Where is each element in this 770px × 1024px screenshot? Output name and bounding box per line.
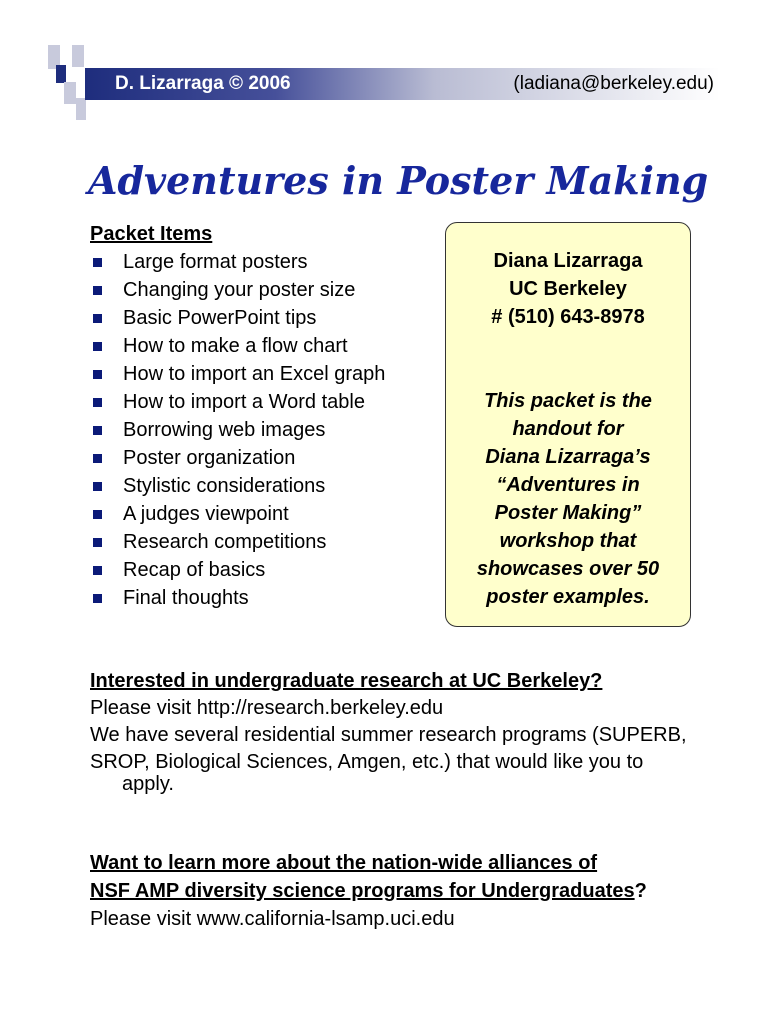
blurb-line: Poster Making” xyxy=(494,502,642,524)
research-heading: Interested in undergraduate research at UC Berkeley? xyxy=(90,670,603,692)
list-item: A judges viewpoint xyxy=(90,500,385,528)
list-item: Final thoughts xyxy=(90,584,385,612)
page-title: Adventures in Poster Making xyxy=(88,158,709,203)
list-item: How to make a flow chart xyxy=(90,332,385,360)
square-bullet-icon xyxy=(93,370,102,379)
research-section xyxy=(90,670,730,795)
list-item: Poster organization xyxy=(90,444,385,472)
square-bullet-icon xyxy=(93,286,102,295)
packet-list xyxy=(90,248,385,612)
header-email: (ladiana@berkeley.edu) xyxy=(513,73,714,94)
square-bullet-icon xyxy=(93,258,102,267)
square-bullet-icon xyxy=(93,538,102,547)
workshop-blurb xyxy=(446,387,690,611)
decor-square xyxy=(72,45,84,67)
blurb-line: Diana Lizarraga’s xyxy=(485,446,651,468)
packet-heading: Packet Items xyxy=(90,223,213,245)
square-bullet-icon xyxy=(93,510,102,519)
list-item: How to import an Excel graph xyxy=(90,360,385,388)
square-bullet-icon xyxy=(93,566,102,575)
square-bullet-icon xyxy=(93,314,102,323)
list-item: Research competitions xyxy=(90,528,385,556)
alliances-visit: Please visit www.california-lsamp.uci.edu xyxy=(90,908,455,930)
contact-block xyxy=(446,247,690,331)
square-bullet-icon xyxy=(93,398,102,407)
packet-items xyxy=(90,220,385,612)
list-item: Borrowing web images xyxy=(90,416,385,444)
blurb-line: showcases over 50 xyxy=(476,558,660,580)
square-bullet-icon xyxy=(93,454,102,463)
contact-name: Diana Lizarraga xyxy=(493,250,643,272)
blurb-line: workshop that xyxy=(499,530,637,552)
research-programs-1: We have several residential summer research programs (SUPERB, xyxy=(90,724,687,746)
square-bullet-icon xyxy=(93,594,102,603)
blurb-line: This packet is the xyxy=(484,390,652,412)
list-item: Large format posters xyxy=(90,248,385,276)
alliances-heading-1: Want to learn more about the nation-wide alliances of xyxy=(90,852,598,874)
square-bullet-icon xyxy=(93,482,102,491)
square-bullet-icon xyxy=(93,426,102,435)
decor-square xyxy=(56,65,66,83)
blurb-line: “Adventures in xyxy=(496,474,640,496)
info-box xyxy=(445,222,691,627)
list-item: Changing your poster size xyxy=(90,276,385,304)
decor-square xyxy=(64,82,76,104)
list-item: How to import a Word table xyxy=(90,388,385,416)
blurb-line: handout for xyxy=(512,418,624,440)
research-visit: Please visit http://research.berkeley.edu xyxy=(90,697,444,719)
header-author: D. Lizarraga © 2006 xyxy=(115,73,291,94)
contact-org: UC Berkeley xyxy=(509,278,627,300)
contact-phone: # (510) 643-8978 xyxy=(491,306,645,328)
square-bullet-icon xyxy=(93,342,102,351)
research-programs-2: SROP, Biological Sciences, Amgen, etc.) that would like you to apply. xyxy=(90,751,644,795)
decor-square xyxy=(76,98,86,120)
list-item: Stylistic considerations xyxy=(90,472,385,500)
blurb-line: poster examples. xyxy=(486,586,650,608)
alliances-section xyxy=(90,852,750,930)
list-item: Basic PowerPoint tips xyxy=(90,304,385,332)
list-item: Recap of basics xyxy=(90,556,385,584)
alliances-heading-2: NSF AMP diversity science programs for Undergraduates? xyxy=(90,880,647,902)
